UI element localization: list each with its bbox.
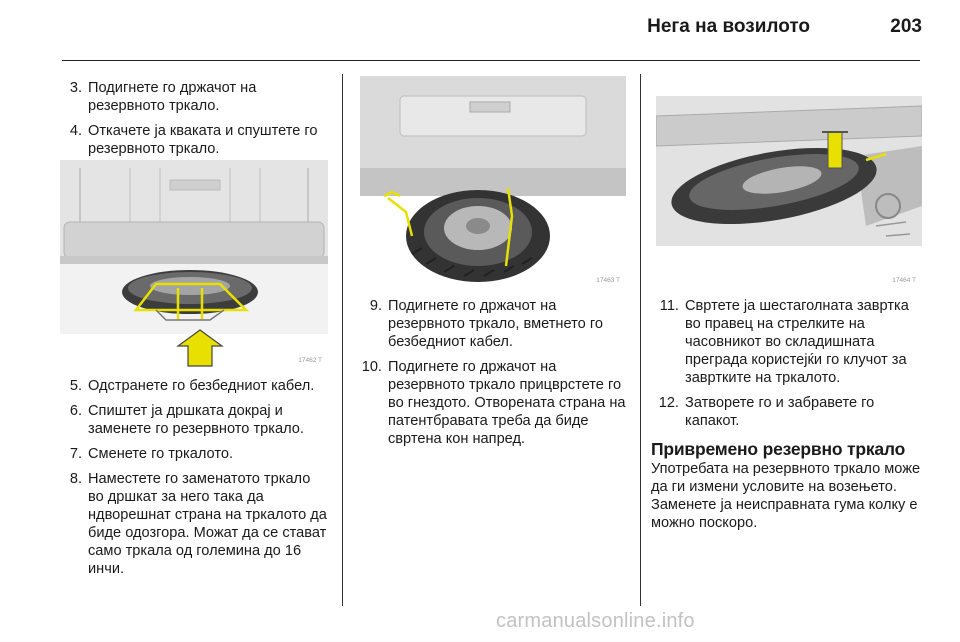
figure-raised-spare-wheel <box>360 76 626 288</box>
page-title: Нега на возилото <box>647 16 810 37</box>
watermark: carmanualsonline.info <box>496 610 695 632</box>
figure-label: 17463 T <box>596 277 620 284</box>
figure-lowering-spare-wheel <box>60 160 328 368</box>
header-rule <box>62 60 920 61</box>
column-3-steps <box>651 297 923 532</box>
instruction-step: 6. Спиштет ја дршката докрај и заменете го резервното тркало. <box>69 403 304 437</box>
section-heading: Привремено резервно тркало <box>651 439 906 459</box>
instruction-step: 3. Подигнете го држачот на резервното тркало. <box>69 80 257 114</box>
instruction-step: 10. Подигнете го држачот на резервното тркало прицврстете го во гнездото. Отворената страна на патентбравата треба да биде свртена кон напред. <box>361 359 626 447</box>
instruction-step: 9. Подигнете го држачот на резервното тркало, вметнето го безбедниот кабел. <box>369 298 603 350</box>
figure-securing-spare-wheel <box>656 76 922 288</box>
instruction-step: 12. Затворете го и забравете го капакот. <box>658 395 875 429</box>
instruction-step: 7. Сменете го тркалото. <box>69 446 234 462</box>
column-1-steps-top <box>60 79 328 165</box>
figure-label: 17464 T <box>892 277 916 284</box>
column-2-steps <box>354 297 630 455</box>
column-divider-2 <box>640 74 641 606</box>
instruction-step: 8. Наместете го заменатото тркало во дршкат за него така да ндворешнат страна на тркалото да биде одозгора. Можат да се стават само тркала од големина до 16 инчи. <box>69 471 327 577</box>
instruction-step: 5. Одстранете го безбедниот кабел. <box>69 378 315 394</box>
column-1-steps-bottom <box>60 377 328 585</box>
instruction-step: 11. Свртете ја шестаголната завртка во правец на стрелките на часовникот во складишната преграда користејќи го клучот за завртките на тркалото. <box>659 298 909 386</box>
column-divider-1 <box>342 74 343 606</box>
figure-label: 17462 T <box>298 357 322 364</box>
page-number: 203 <box>890 16 922 37</box>
instruction-step: 4. Откачете ја кваката и спуштете го резервното тркало. <box>69 123 318 157</box>
section-paragraph: Употребата на резервното тркало може да ги измени условите на возењето. Заменете ја неисправната гума колку е можно поскоро. <box>651 461 921 531</box>
